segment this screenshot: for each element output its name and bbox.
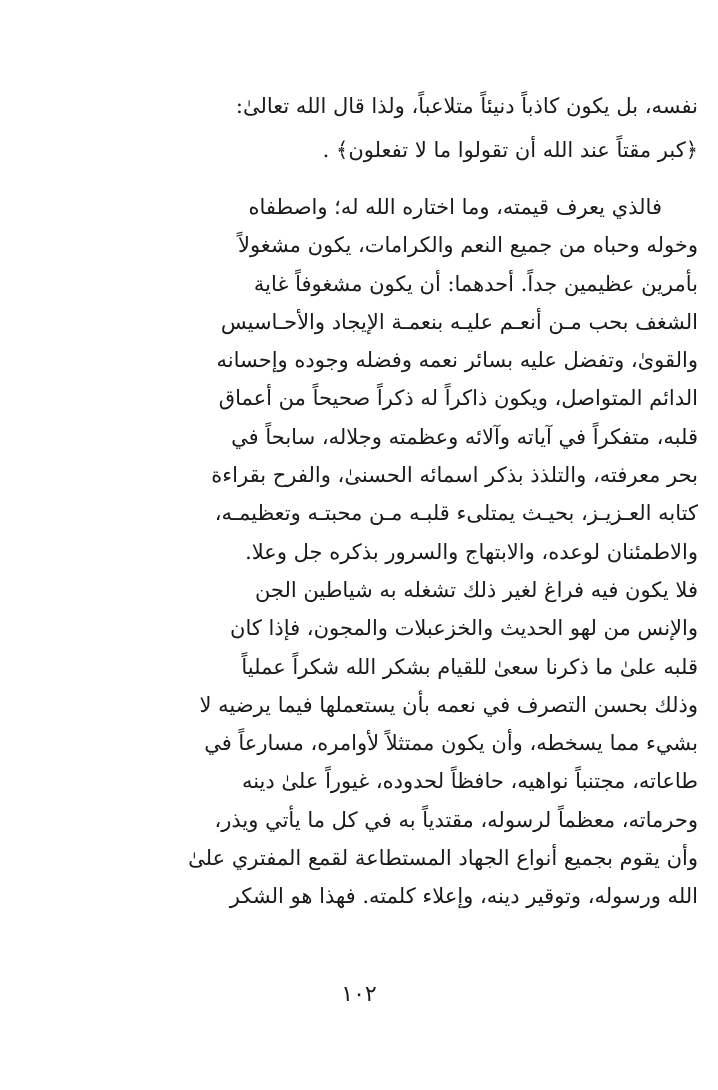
quran-verse-line: ﴿كبر مقتاً عند الله أن تقولوا ما لا تفعلون﴾ . xyxy=(322,138,698,162)
text-line: نفسه، بل يكون كاذباً دنيئاً متلاعباً، ولذا قال الله تعالىٰ: xyxy=(235,94,698,118)
text-line: طاعاته، مجتنباً نواهيه، حافظاً لحدوده، غيوراً علىٰ دينه xyxy=(241,769,698,794)
main-paragraph xyxy=(88,188,698,916)
text-line: بشيء مما يسخطه، وأن يكون ممتثلاً لأوامره، مسارعاً في xyxy=(204,731,698,756)
text-line: والقوىٰ، وتفضل عليه بسائر نعمه وفضله وجوده وإحسانه xyxy=(216,348,698,373)
text-line: وحرماته، معظماً لرسوله، مقتدياً به في كل ما يأتي ويذر، xyxy=(214,807,698,832)
page-number: ١٠٢ xyxy=(341,982,377,1007)
text-line: وذلك بحسن التصرف في نعمه بأن يستعملها فيما يرضيه لا xyxy=(199,692,698,717)
text-line: فلا يكون فيه فراغ لغير ذلك تشغله به شياطين الجن xyxy=(254,577,698,602)
text-line: وخوله وحباه من جميع النعم والكرامات، يكون مشغولاً xyxy=(237,233,698,258)
text-line: كتابه العـزيـز، بحيـث يمتلىء قلبـه مـن محبتـه وتعظيمـه، xyxy=(214,501,698,526)
text-line: بحر معرفته، والتلذذ بذكر اسمائه الحسنىٰ، والفرح بقراءة xyxy=(211,463,698,488)
text-line: فالذي يعرف قيمته، وما اختاره الله له؛ واصطفاه xyxy=(248,195,662,219)
text-line: الدائم المتواصل، ويكون ذاكراً له ذكراً صحيحاً من أعماق xyxy=(218,386,698,411)
text-line: قلبه، متفكراً في آياته وآلائه وعظمته وجلاله، سابحاً في xyxy=(231,424,698,449)
text-line: الله ورسوله، وتوقير دينه، وإعلاء كلمته. فهذا هو الشكر xyxy=(229,884,698,909)
text-line: والإنس من لهو الحديث والخزعبلات والمجون، فإذا كان xyxy=(230,616,698,641)
continuation-text xyxy=(88,84,698,172)
text-line: والاطمئنان لوعده، والابتهاج والسرور بذكره جل وعلا. xyxy=(245,539,698,564)
text-line: بأمرين عظيمين جداً. أحدهما: أن يكون مشغوفاً غاية xyxy=(253,271,698,296)
text-line: قلبه علىٰ ما ذكرنا سعىٰ للقيام بشكر الله شكراً عملياً xyxy=(241,654,698,679)
text-line: الشغف بحب مـن أنعـم عليـه بنعمـة الإيجاد والأحـاسيس xyxy=(220,309,698,334)
text-line: وأن يقوم بجميع أنواع الجهاد المستطاعة لقمع المفتري علىٰ xyxy=(188,846,698,871)
